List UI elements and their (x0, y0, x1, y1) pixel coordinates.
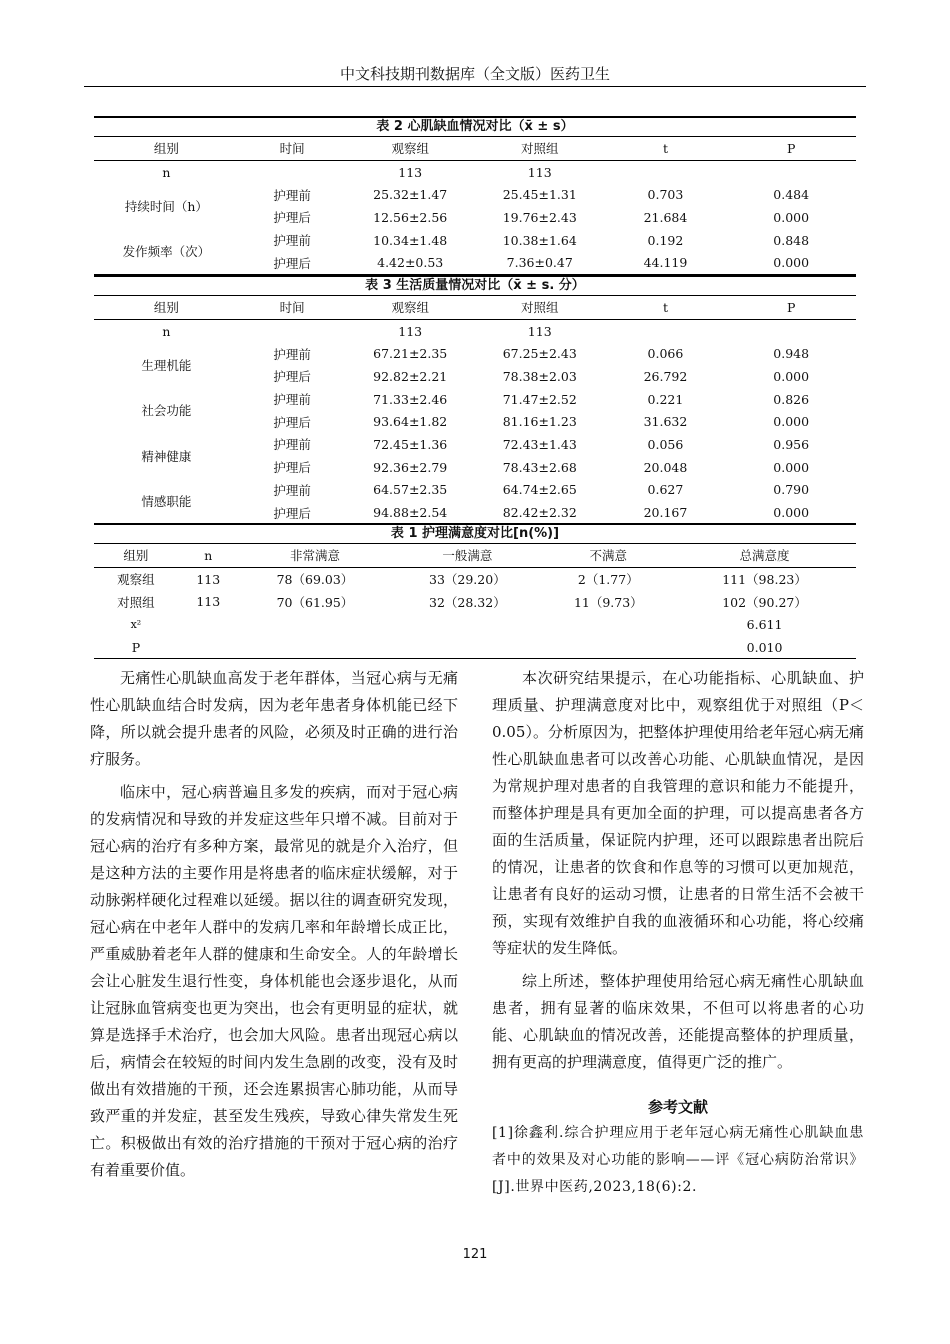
table-cell: 0.000 (726, 251, 856, 274)
table-cell: 0.826 (773, 391, 810, 407)
table-cell: 护理前 (273, 392, 311, 408)
paragraph: 综上所述，整体护理使用给冠心病无痛性心肌缺血患者，拥有显著的临床效果，不但可以将患者的心功能、心肌缺血的情况改善，还能提高整体的护理质量，拥有更高的护理满意度，值得更广泛的推广。 (492, 972, 864, 1071)
table-cell: 113 (398, 323, 423, 339)
table-cell: 护理后 (273, 210, 311, 226)
column-header: 观察组 (345, 137, 475, 161)
column-header: 观察组 (345, 296, 475, 320)
table-cell: 11（9.73） (573, 594, 643, 610)
table-2-caption: 表 2 心肌缺血情况对比（x̄ ± s） (94, 116, 856, 136)
table-cell: 0.790 (773, 482, 810, 498)
column-header: 非常满意 (239, 544, 391, 568)
table-row (94, 544, 856, 568)
left-column (90, 665, 458, 1184)
page-number: 121 (462, 1247, 488, 1262)
table-cell: 护理前 (273, 187, 311, 203)
table-row (94, 479, 856, 502)
table-cell: 82.42±2.32 (475, 501, 605, 524)
column-header: 时间 (239, 296, 346, 320)
table-cell: 72.43±1.43 (502, 436, 577, 452)
table-cell: 111（98.23） (722, 572, 807, 588)
table-row (94, 590, 856, 613)
table-cell: 92.82±2.21 (373, 368, 448, 384)
table-row (94, 319, 856, 342)
table-cell: 78（69.03） (276, 572, 354, 588)
table-cell: 护理后 (239, 251, 346, 274)
table-cell: 观察组 (117, 572, 155, 588)
group-label: 精神健康 (141, 448, 192, 464)
table-cell: 20.167 (605, 501, 727, 524)
table-1 (94, 523, 856, 659)
paragraph: 无痛性心肌缺血高发于老年群体，当冠心病与无痛性心肌缺血结合时发病，因为老年患者身体机能已经下降，所以就会提升患者的风险，必须及时正确的进行治疗服务。 (90, 669, 458, 768)
table-cell: 71.33±2.46 (373, 391, 448, 407)
column-header: 组别 (94, 544, 178, 568)
table-cell: 10.34±1.48 (373, 232, 448, 248)
table-cell: 72.45±1.36 (373, 436, 448, 452)
table-cell: 113 (527, 164, 552, 180)
table-cell: 31.632 (643, 414, 688, 430)
table-row (94, 636, 856, 659)
table-row (94, 296, 856, 320)
reference-item: [1]徐鑫利.综合护理应用于老年冠心病无痛性心肌缺血患者中的效果及对心功能的影响——评《冠心病防治常识》[J].世界中医药,2023,18(6):2. (492, 1125, 864, 1195)
table-cell: 19.76±2.43 (502, 209, 577, 225)
n-label: n (162, 323, 171, 339)
table-cell: 64.57±2.35 (373, 482, 448, 498)
table-cell: 67.21±2.35 (373, 346, 448, 362)
table-cell: 0.066 (647, 346, 684, 362)
table-1-grid (94, 543, 856, 659)
table-3 (94, 275, 856, 525)
table-cell: 20.048 (643, 459, 688, 475)
table-cell: 7.36±0.47 (475, 251, 605, 274)
column-header: 不满意 (544, 544, 674, 568)
table-cell: 94.88±2.54 (345, 501, 475, 524)
table-row (94, 433, 856, 456)
column-header: n (178, 544, 239, 568)
table-cell: 2（1.77） (577, 572, 639, 588)
table-cell: 0.000 (773, 368, 810, 384)
table-cell: 113 (196, 571, 221, 587)
table-cell: 护理后 (273, 460, 311, 476)
table-cell: 92.36±2.79 (373, 459, 448, 475)
column-header: 对照组 (475, 296, 605, 320)
table-cell: 26.792 (643, 368, 688, 384)
table-cell: 0.627 (647, 482, 684, 498)
table-row (94, 567, 856, 590)
group-label: 发作频率（次） (94, 229, 239, 275)
table-cell: 0.948 (773, 346, 810, 362)
column-header: 组别 (94, 137, 239, 161)
table-cell: 护理后 (273, 414, 311, 430)
right-column (492, 665, 864, 1201)
table-cell: 33（29.20） (429, 572, 506, 588)
table-cell: 0.484 (773, 187, 810, 203)
table-cell: 102（90.27） (722, 594, 807, 610)
p-value: 0.010 (673, 636, 856, 659)
table-cell: 护理前 (273, 233, 311, 249)
table-3-grid (94, 295, 856, 525)
references-title: 参考文献 (647, 1098, 708, 1116)
table-2-grid (94, 136, 856, 275)
table-cell: 67.25±2.43 (502, 346, 577, 362)
table-cell: 0.703 (647, 187, 684, 203)
column-header: t (605, 137, 727, 161)
p-label: P (94, 636, 178, 659)
table-cell: 71.47±2.52 (502, 391, 577, 407)
n-label: n (162, 164, 171, 180)
paragraph: 临床中，冠心病普遍且多发的疾病，而对于冠心病的发病情况和导致的并发症这些年只增不减。目前对于冠心病的治疗有多种方案，最常见的就是介入治疗，但是这种方法的主要作用是将患者的临床症状缓解，对于动脉粥样硬化过程难以延缓。据以往的调查研究发现，冠心病在中老年人群中的发病几率和年龄增长成正比，严重威胁着老年人群的健康和生命安全。人的年龄增长会让心脏发生退行性变，身体机能也会逐步退化，从而让冠脉血管病变也更为突出，也会有更明显的症状，就算是选择手术治疗，也会加大风险。患者出现冠心病以后，病情会在较短的时间内发生急剧的改变，没有及时做出有效措施的干预，还会连累损害心肺功能，从而导致严重的并发症，甚至发生残疾，导致心律失常发生死亡。积极做出有效的治疗措施的干预对于冠心病的治疗有着重要价值。 (90, 783, 458, 1179)
column-header: 组别 (94, 296, 239, 320)
table-cell: 64.74±2.65 (502, 482, 577, 498)
table-cell: 25.32±1.47 (373, 187, 448, 203)
chi-square-value: 6.611 (746, 616, 783, 632)
table-cell: 21.684 (643, 209, 688, 225)
table-cell: 113 (527, 323, 552, 339)
table-row (94, 137, 856, 161)
column-header: P (726, 137, 856, 161)
table-cell: 113 (196, 594, 221, 610)
table-cell: 81.16±1.23 (502, 414, 577, 430)
column-header: 一般满意 (391, 544, 543, 568)
table-1-caption: 表 1 护理满意度对比[n(%)] (94, 523, 856, 543)
table-cell: 78.38±2.03 (502, 368, 577, 384)
chi-square-label: x² (130, 617, 142, 631)
paragraph: 本次研究结果提示，在心功能指标、心肌缺血、护理质量、护理满意度对比中，观察组优于对照组（P＜0.05）。分析原因为，把整体护理使用给老年冠心病无痛性心肌缺血患者可以改善心功能、心肌缺血情况，是因为常规护理对患者的自我管理的意识和能力不能提升，而整体护理是具有更加全面的护理，可以提高患者各方面的生活质量，保证院内护理，还可以跟踪患者出院后的情况，让患者的饮食和作息等的习惯可以更加规范，让患者有良好的运动习惯，让患者的日常生活不会被干预，实现有效维护自我的血液循环和心功能，将心绞痛等症状的发生降低。 (492, 669, 864, 957)
table-cell: 对照组 (117, 594, 155, 610)
table-cell: 0.221 (647, 391, 684, 407)
table-cell: 护理前 (273, 482, 311, 498)
table-cell: 0.956 (773, 436, 810, 452)
table-cell: 44.119 (605, 251, 727, 274)
column-header: 时间 (239, 137, 346, 161)
table-row (94, 183, 856, 206)
table-cell: 32（28.32） (429, 594, 506, 610)
table-cell: 护理后 (239, 501, 346, 524)
table-cell: 70（61.95） (276, 594, 354, 610)
table-cell: 113 (398, 164, 423, 180)
group-label: 社会功能 (141, 403, 192, 419)
table-cell: 25.45±1.31 (502, 187, 577, 203)
group-label: 情感职能 (94, 479, 239, 525)
table-cell: 0.000 (773, 209, 810, 225)
table-cell: 护理前 (273, 346, 311, 362)
column-header: 对照组 (475, 137, 605, 161)
table-row (94, 613, 856, 636)
table-cell: 93.64±1.82 (373, 414, 448, 430)
table-cell: 护理前 (273, 437, 311, 453)
table-cell: 0.192 (647, 232, 684, 248)
table-cell: 护理后 (273, 369, 311, 385)
table-cell: 0.000 (773, 459, 810, 475)
table-row (94, 388, 856, 411)
table-cell: 78.43±2.68 (502, 459, 577, 475)
table-row (94, 229, 856, 252)
journal-header: 中文科技期刊数据库（全文版）医药卫生 (84, 62, 866, 87)
table-3-caption: 表 3 生活质量情况对比（x̄ ± s. 分） (94, 275, 856, 295)
group-label: 生理机能 (141, 358, 192, 374)
group-label: 持续时间（h） (124, 199, 208, 215)
column-header: t (605, 296, 727, 320)
table-cell: 0.848 (773, 232, 810, 248)
table-cell: 0.056 (647, 436, 684, 452)
table-row (94, 160, 856, 183)
table-cell: 4.42±0.53 (345, 251, 475, 274)
table-cell: 12.56±2.56 (373, 209, 448, 225)
table-row (94, 342, 856, 365)
column-header: 总满意度 (673, 544, 856, 568)
table-cell: 0.000 (726, 501, 856, 524)
table-2 (94, 116, 856, 275)
table-cell: 0.000 (773, 414, 810, 430)
table-cell: 10.38±1.64 (502, 232, 577, 248)
column-header: P (726, 296, 856, 320)
